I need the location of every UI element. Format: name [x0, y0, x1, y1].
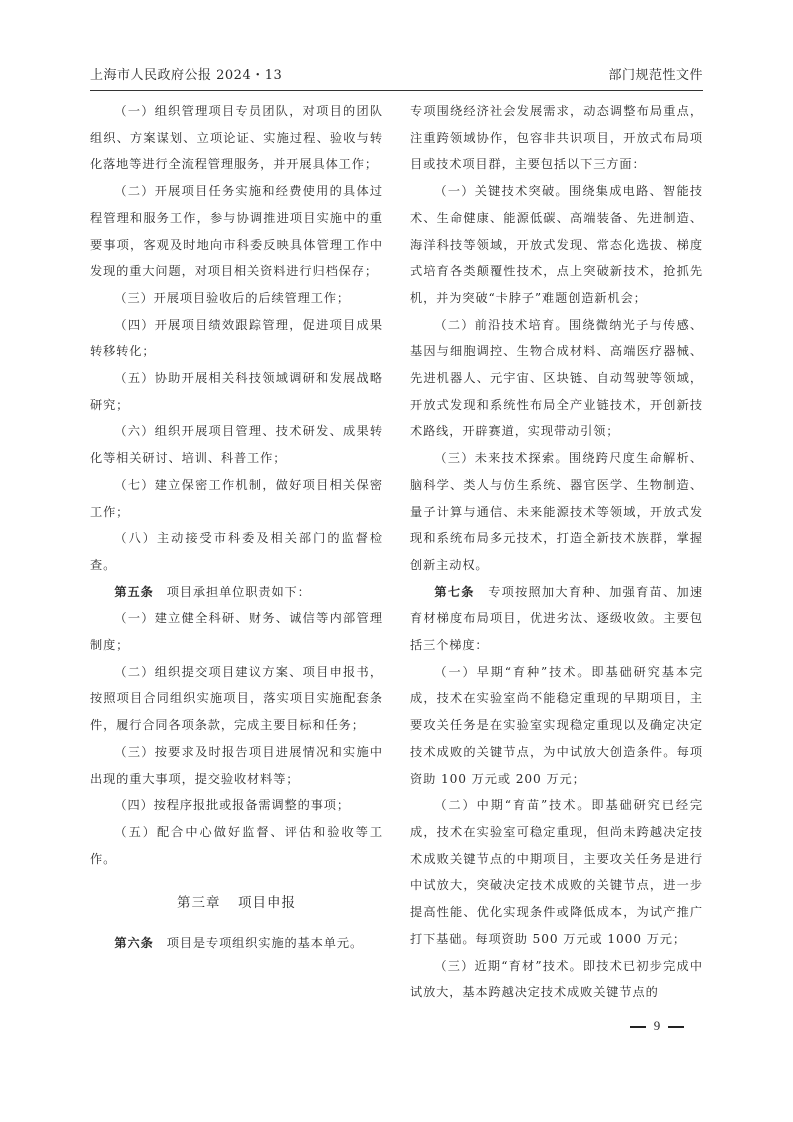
paragraph: 专项围绕经济社会发展需求，动态调整布局重点，注重跨领域协作，包容非共识项目，开放式布局项目或技术项目群，主要包括以下三方面： — [410, 104, 703, 172]
article-paragraph — [90, 579, 383, 606]
article-text: 专项按照加大育种、加强育苗、加速育材梯度布局项目，优进劣汰、逐级收敛。主要包括三个梯度： — [410, 584, 703, 653]
page-header — [90, 64, 703, 90]
publication-title: 上海市人民政府公报 2024・13 — [90, 68, 283, 83]
paragraph: （二）中期“育苗”技术。即基础研究已经完成，技术在实验室可稳定重现，但尚未跨越决定技术成败关键节点的中期项目，主要攻关任务是进行中试放大，突破决定技术成败的关键节点，进一步提高性能、优化实现条件或降低成本，为试产推广打下基础。每项资助 500 万元或 1000 万元； — [410, 798, 703, 946]
page-number-text: 9 — [653, 1018, 661, 1033]
paragraph: （三）开展项目验收后的后续管理工作； — [114, 290, 350, 305]
article-paragraph — [90, 930, 383, 957]
paragraph: （四）开展项目绩效跟踪管理，促进项目成果转移转化； — [90, 317, 383, 359]
chapter-heading — [90, 890, 383, 916]
dash-right — [668, 1026, 684, 1028]
page-number — [612, 1018, 702, 1034]
paragraph: （三）未来技术探索。围绕跨尺度生命解析、脑科学、类人与仿生系统、器官医学、生物制造、量子计算与通信、未来能源技术等领域，开放式发现和系统布局多元技术，打造全新技术族群，掌握创新主动权。 — [410, 451, 703, 572]
paragraph: （五）协助开展相关科技领域调研和发展战略研究； — [90, 371, 383, 412]
paragraph: （二）前沿技术培育。围绕微纳光子与传感、基因与细胞调控、生物合成材料、高端医疗器械、先进机器人、元宇宙、区块链、自动驾驶等领域，开放式发现和系统性布局全产业链技术，开创新技术路线，开辟赛道，实现带动引领； — [410, 317, 703, 439]
right-column — [410, 98, 703, 1006]
article-label: 第六条 — [114, 936, 154, 951]
paragraph: （一）关键技术突破。围绕集成电路、智能技术、生命健康、能源低碳、高端装备、先进制造、海洋科技等领域，开放式发现、常态化选拔、梯度式培育各类颠覆性技术，点上突破新技术，抢抓先机，并为突破“卡脖子”难题创造新机会； — [410, 184, 703, 305]
paragraph: （七）建立保密工作机制，做好项目相关保密工作； — [90, 477, 383, 519]
chapter-number: 第三章 — [176, 895, 221, 912]
chapter-title: 项目申报 — [238, 895, 297, 912]
article-label: 第七条 — [434, 584, 475, 599]
paragraph: （一）建立健全科研、财务、诚信等内部管理制度； — [90, 611, 383, 653]
paragraph: （八）主动接受市科委及相关部门的监督检查。 — [90, 531, 383, 572]
article-label: 第五条 — [114, 584, 154, 599]
section-title: 部门规范性文件 — [608, 68, 703, 83]
paragraph: （二）组织提交项目建议方案、项目申报书，按照项目合同组织实施项目，落实项目实施配套条件，履行合同各项条款，完成主要目标和任务； — [90, 664, 383, 733]
paragraph: （一）早期“育种”技术。即基础研究基本完成，技术在实验室尚不能稳定重现的早期项目，主要攻关任务是在实验室实现稳定重现以及确定决定技术成败的关键节点，为中试放大创造条件。每项资助 100 万元或 200 万元； — [410, 664, 703, 786]
header-rule — [90, 90, 703, 91]
paragraph: （六）组织开展项目管理、技术研发、成果转化等相关研讨、培训、科普工作； — [90, 424, 383, 466]
paragraph: （五）配合中心做好监督、评估和验收等工作。 — [90, 824, 383, 866]
article-text: 项目是专项组织实施的基本单元。 — [166, 936, 364, 951]
dash-left — [630, 1026, 646, 1028]
left-column — [90, 98, 383, 957]
paragraph: （三）近期“育材”技术。即技术已初步完成中试放大，基本跨越决定技术成败关键节点的 — [410, 958, 703, 1000]
paragraph: （二）开展项目任务实施和经费使用的具体过程管理和服务工作，参与协调推进项目实施中的重要事项，客观及时地向市科委反映具体管理工作中发现的重大问题，对项目相关资料进行归档保存； — [90, 184, 383, 279]
paragraph: （一）组织管理项目专员团队，对项目的团队组织、方案谋划、立项论证、实施过程、验收与转化落地等进行全流程管理服务，并开展具体工作； — [90, 104, 383, 172]
article-paragraph — [410, 579, 703, 659]
paragraph: （四）按程序报批或报备需调整的事项； — [114, 798, 350, 813]
paragraph: （三）按要求及时报告项目进展情况和实施中出现的重大事项，提交验收材料等； — [90, 744, 383, 786]
article-text: 项目承担单位职责如下： — [166, 584, 311, 599]
